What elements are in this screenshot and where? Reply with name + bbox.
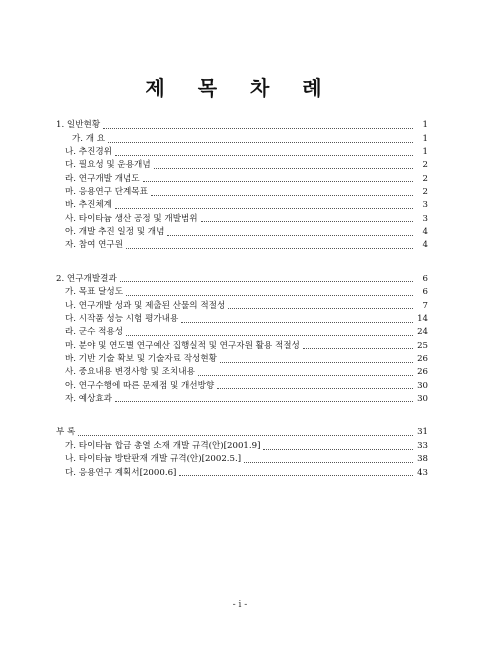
table-of-contents: [56, 119, 428, 480]
toc-page-number: 38: [417, 454, 428, 465]
toc-page-number: 30: [417, 380, 428, 391]
dot-leader: [126, 334, 413, 336]
toc-entry[interactable]: [56, 146, 428, 159]
toc-section: [56, 426, 428, 480]
toc-section-heading[interactable]: [56, 426, 428, 439]
dot-leader: [167, 234, 413, 236]
toc-entry-label: 자. 예상효과: [65, 393, 112, 404]
toc-entry-label: 가. 개 요: [72, 133, 106, 144]
toc-page-number: 2: [422, 187, 428, 198]
dot-leader: [263, 448, 413, 450]
dot-leader: [154, 167, 413, 169]
toc-entry[interactable]: [56, 199, 428, 212]
toc-entry-label: 아. 개발 추진 일정 및 개념: [65, 226, 165, 237]
dot-leader: [220, 361, 413, 363]
dot-leader: [115, 154, 413, 156]
page-number: - i -: [232, 600, 248, 610]
toc-entry-label: 다. 응용연구 계획서[2000.6]: [65, 467, 177, 478]
dot-leader: [120, 280, 413, 282]
toc-page-number: 2: [422, 160, 428, 171]
dot-leader: [115, 400, 413, 402]
toc-section-heading[interactable]: [56, 119, 428, 132]
dot-leader: [151, 194, 413, 196]
toc-section: [56, 273, 428, 407]
page-title: 제 목 차 례: [145, 76, 335, 100]
toc-page-number: 24: [417, 327, 428, 338]
toc-page-number: 6: [422, 273, 428, 284]
toc-page-number: 3: [422, 200, 428, 211]
toc-entry-label: 다. 필요성 및 운용개념: [65, 160, 151, 171]
toc-page-number: 26: [417, 367, 428, 378]
dot-leader: [103, 127, 413, 129]
toc-entry[interactable]: [56, 226, 428, 239]
toc-entry-label: 사. 중요내용 변경사항 및 조치내용: [65, 367, 195, 378]
dot-leader: [108, 141, 413, 143]
toc-entry[interactable]: [56, 440, 428, 453]
toc-entry[interactable]: [56, 173, 428, 186]
toc-page-number: 33: [417, 441, 428, 452]
toc-entry[interactable]: [56, 159, 428, 172]
toc-page-number: 30: [417, 393, 428, 404]
toc-entry-label: 마. 분야 및 연도별 연구예산 집행실적 및 연구자원 활용 적절성: [65, 340, 300, 351]
toc-entry-label: 사. 타이타늄 생산 공정 및 개발범위: [65, 213, 198, 224]
dot-leader: [201, 220, 413, 222]
dot-leader: [78, 434, 413, 436]
toc-entry[interactable]: [56, 239, 428, 252]
toc-page-number: 25: [417, 340, 428, 351]
toc-entry-label: 바. 기반 기술 확보 및 기술자료 작성현황: [65, 353, 217, 364]
toc-entry-label: 1. 일반현황: [56, 120, 101, 130]
toc-entry[interactable]: [56, 353, 428, 366]
toc-page-number: 1: [422, 120, 428, 130]
toc-entry-label: 나. 타이타늄 방탄판재 개발 규격(안)[2002.5.]: [65, 454, 242, 465]
toc-entry[interactable]: [56, 133, 428, 146]
toc-entry[interactable]: [56, 380, 428, 393]
toc-entry-label: 바. 추진체계: [65, 200, 112, 211]
toc-page-number: 4: [422, 226, 428, 237]
toc-entry[interactable]: [56, 213, 428, 226]
toc-page-number: 4: [422, 240, 428, 251]
toc-entry-label: 자. 참여 연구원: [65, 240, 124, 251]
toc-page-number: 1: [422, 133, 428, 144]
dot-leader: [303, 347, 413, 349]
toc-entry-label: 아. 연구수행에 따른 문제점 및 개선방향: [65, 380, 215, 391]
toc-page-number: 14: [417, 314, 428, 325]
toc-entry-label: 가. 타이타늄 합금 총열 소재 개발 규격(안)[2001.9]: [65, 441, 261, 452]
toc-entry-label: 라. 연구개발 개념도: [65, 173, 140, 184]
toc-entry[interactable]: [56, 326, 428, 339]
toc-page-number: 1: [422, 147, 428, 158]
toc-page-number: 2: [422, 173, 428, 184]
toc-entry[interactable]: [56, 340, 428, 353]
toc-entry-label: 2. 연구개발결과: [56, 273, 117, 284]
toc-entry[interactable]: [56, 300, 428, 313]
toc-entry[interactable]: [56, 467, 428, 480]
toc-entry[interactable]: [56, 186, 428, 199]
dot-leader: [228, 307, 413, 309]
toc-entry[interactable]: [56, 286, 428, 299]
toc-section: [56, 119, 428, 253]
toc-page-number: 31: [417, 427, 428, 438]
dot-leader: [244, 461, 413, 463]
dot-leader: [143, 180, 413, 182]
dot-leader: [115, 207, 413, 209]
toc-entry-label: 라. 군수 적용성: [65, 327, 124, 338]
toc-page-number: 26: [417, 353, 428, 364]
dot-leader: [126, 294, 413, 296]
toc-entry-label: 부 록: [56, 427, 76, 438]
dot-leader: [181, 321, 413, 323]
dot-leader: [198, 374, 413, 376]
toc-section-heading[interactable]: [56, 273, 428, 286]
dot-leader: [126, 247, 413, 249]
section-gap: [56, 406, 428, 426]
dot-leader: [217, 387, 413, 389]
toc-entry[interactable]: [56, 313, 428, 326]
toc-entry-label: 가. 목표 달성도: [65, 287, 124, 298]
toc-entry[interactable]: [56, 393, 428, 406]
toc-page-number: 7: [422, 300, 428, 311]
toc-entry-label: 나. 추진경위: [65, 147, 112, 158]
toc-page-number: 3: [422, 213, 428, 224]
section-gap: [56, 253, 428, 273]
toc-page-number: 6: [422, 287, 428, 298]
toc-page-number: 43: [417, 467, 428, 478]
toc-entry-label: 마. 응용연구 단계목표: [65, 187, 148, 198]
toc-entry-label: 다. 시작품 성능 시험 평가내용: [65, 314, 179, 325]
toc-entry[interactable]: [56, 366, 428, 379]
dot-leader: [179, 474, 413, 476]
toc-entry-label: 나. 연구개발 성과 및 제출된 산물의 적절성: [65, 300, 226, 311]
toc-entry[interactable]: [56, 453, 428, 466]
